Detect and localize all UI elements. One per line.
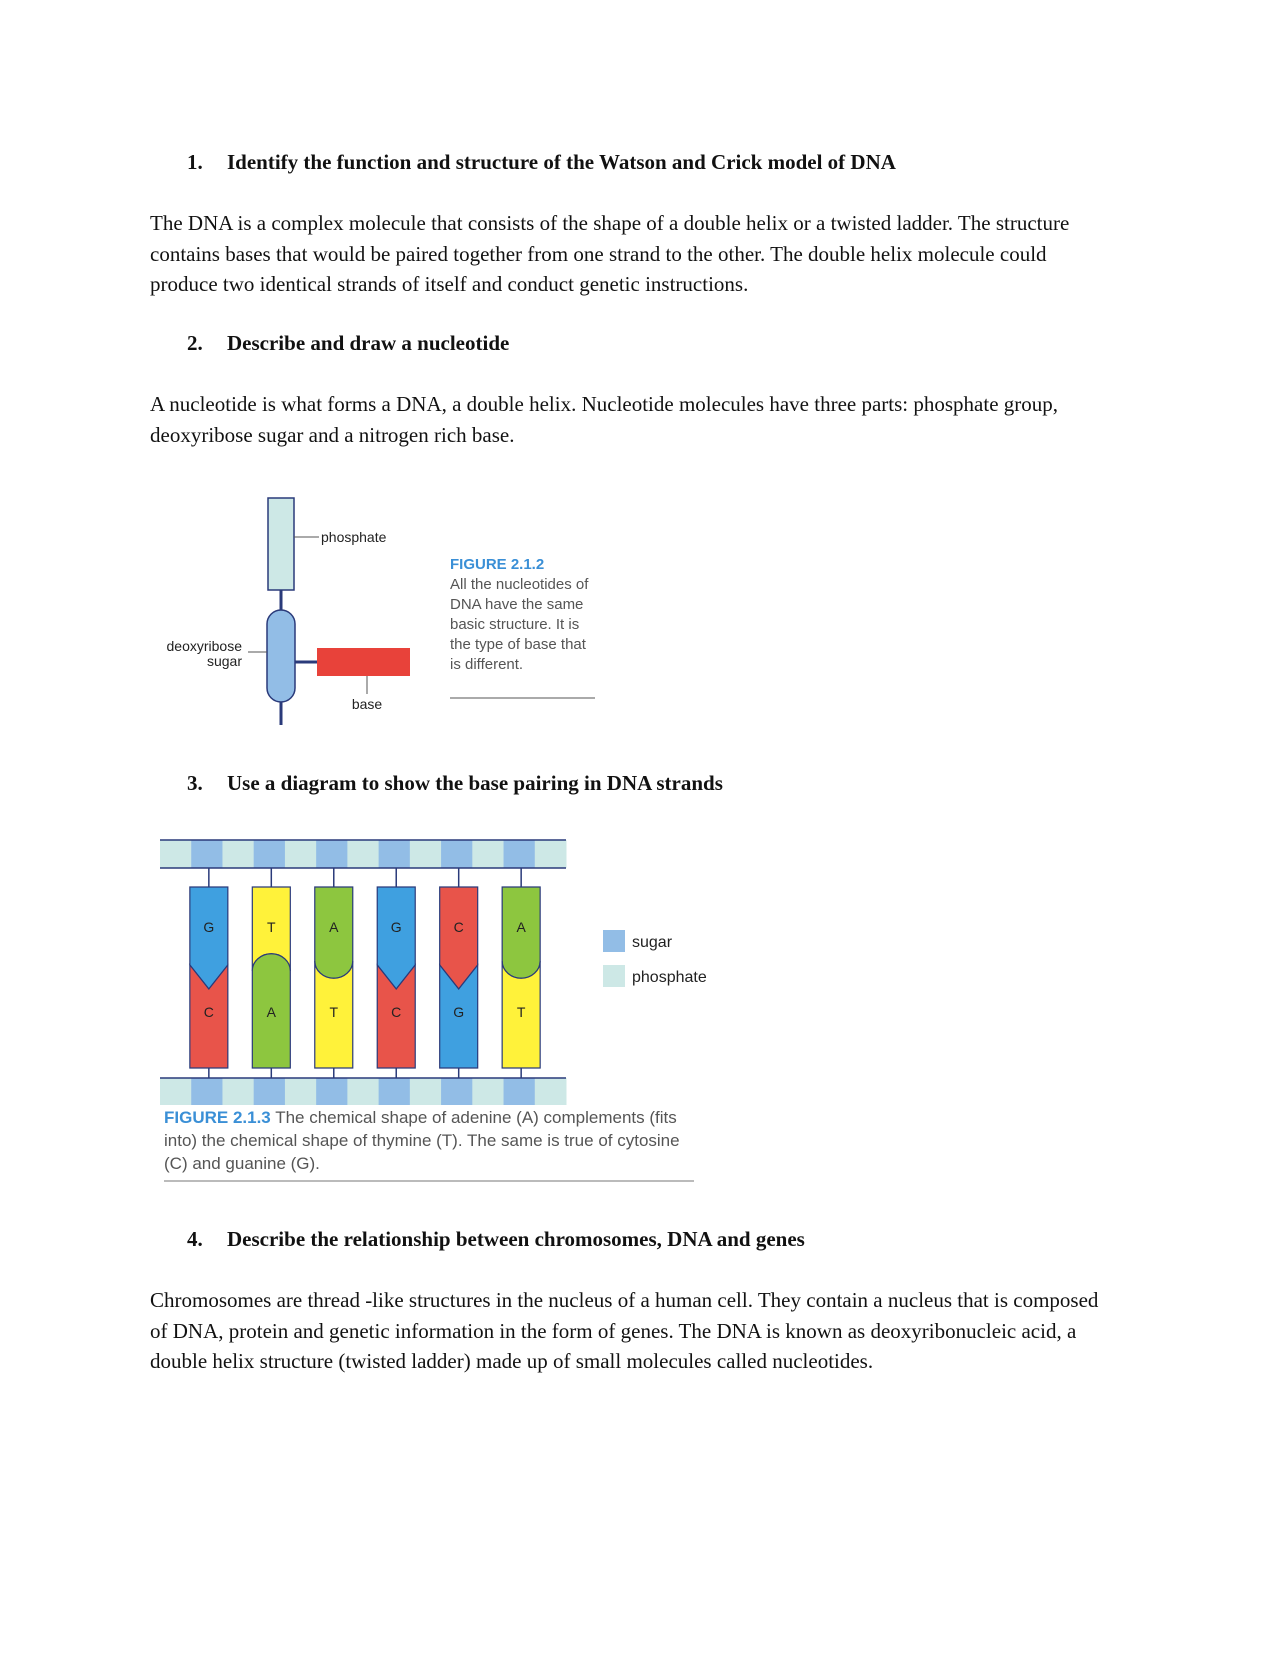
legend-sugar-label: sugar: [632, 934, 673, 951]
phosphate-segment: [347, 1078, 379, 1105]
phosphate-segment: [222, 1078, 254, 1105]
question-number: 1.: [187, 150, 203, 174]
figure-caption-2-1-3: [164, 1106, 704, 1175]
base-letter: T: [329, 1004, 339, 1020]
phosphate-segment: [285, 1078, 317, 1105]
caption-rule: [164, 1180, 694, 1182]
question-title: Describe the relationship between chromosomes, DNA and genes: [227, 1227, 805, 1251]
question-number: 2.: [187, 331, 203, 355]
sugar-segment: [504, 1078, 536, 1105]
base-label: base: [351, 696, 383, 712]
phosphate-segment: [160, 840, 192, 868]
nucleotide-diagram: [150, 495, 450, 730]
sugar-label-line1: deoxyribose: [166, 638, 242, 654]
sugar-segment: [191, 1078, 223, 1105]
base-letter: A: [329, 919, 339, 935]
legend-sugar-swatch: [603, 930, 625, 952]
base-block: [317, 648, 410, 676]
caption-text: The chemical shape of adenine (A) complements (fits into) the chemical shape of thymine (T). The same is true of cytosine (C) and guanine (G).: [164, 1108, 680, 1173]
answer-1: The DNA is a complex molecule that consists of the shape of a double helix or a twisted ladder. The structure contains bases that would be paired together from one strand to the other. The double helix molecule could produce two identical strands of itself and conduct genetic instructions.: [150, 211, 1070, 296]
sugar-segment: [441, 840, 473, 868]
phosphate-segment: [285, 840, 317, 868]
question-number: 3.: [187, 771, 203, 795]
base-letter: T: [516, 1004, 526, 1020]
question-number: 4.: [187, 1227, 203, 1251]
base-letter: C: [391, 1004, 402, 1020]
phosphate-segment: [347, 840, 379, 868]
question-title: Identify the function and structure of the Watson and Crick model of DNA: [227, 150, 896, 174]
base-letter: G: [390, 919, 402, 935]
sugar-block: [267, 610, 295, 702]
sugar-segment: [379, 1078, 411, 1105]
phosphate-segment: [472, 840, 504, 868]
caption-label: FIGURE 2.1.2: [450, 556, 545, 573]
phosphate-label: phosphate: [321, 529, 387, 545]
caption-text: All the nucleotides of DNA have the same basic structure. It is the type of base that is different.: [450, 576, 589, 673]
base-letter: A: [266, 1004, 276, 1020]
phosphate-segment: [160, 1078, 192, 1105]
bottom-backbone: [160, 1078, 567, 1105]
question-4: [187, 1227, 805, 1252]
sugar-segment: [254, 1078, 286, 1105]
sugar-segment: [254, 840, 286, 868]
base-letter: G: [203, 919, 215, 935]
question-3: [187, 771, 723, 796]
legend-phosphate-label: phosphate: [632, 969, 707, 986]
sugar-label-line2: sugar: [206, 653, 242, 669]
phosphate-block: [268, 498, 294, 590]
sugar-segment: [316, 1078, 348, 1105]
phosphate-segment: [535, 840, 567, 868]
phosphate-segment: [535, 1078, 567, 1105]
phosphate-segment: [222, 840, 254, 868]
question-1: [187, 150, 896, 175]
answer-2: A nucleotide is what forms a DNA, a double helix. Nucleotide molecules have three parts: phosphate group, deoxyribose sugar and a nitrogen rich base.: [150, 392, 1059, 447]
question-title: Use a diagram to show the base pairing in DNA strands: [227, 771, 723, 795]
phosphate-segment: [410, 1078, 442, 1105]
base-letter: A: [516, 919, 526, 935]
question-title: Describe and draw a nucleotide: [227, 331, 510, 355]
legend-phosphate-swatch: [603, 965, 625, 987]
question-2: [187, 331, 509, 356]
sugar-segment: [191, 840, 223, 868]
sugar-segment: [379, 840, 411, 868]
answer-4: Chromosomes are thread -like structures in the nucleus of a human cell. They contain a nucleus that is composed of DNA, protein and genetic information in the form of genes. The DNA is known as deoxyribonucleic acid, a double helix structure (twisted ladder) made up of small molecules called nucleotides.: [150, 1288, 1099, 1373]
base-letter: C: [453, 919, 464, 935]
figure-caption-2-1-2: [450, 555, 600, 675]
sugar-segment: [441, 1078, 473, 1105]
base-letter: G: [453, 1004, 465, 1020]
base-pairing-diagram: [160, 835, 720, 1105]
base-letter: T: [267, 919, 276, 935]
caption-label: FIGURE 2.1.3: [164, 1108, 271, 1127]
base-pairs: [190, 868, 540, 1078]
caption-rule: [450, 697, 595, 699]
phosphate-segment: [472, 1078, 504, 1105]
base-letter: C: [203, 1004, 214, 1020]
top-backbone: [160, 840, 567, 868]
sugar-segment: [316, 840, 348, 868]
phosphate-segment: [410, 840, 442, 868]
sugar-segment: [504, 840, 536, 868]
